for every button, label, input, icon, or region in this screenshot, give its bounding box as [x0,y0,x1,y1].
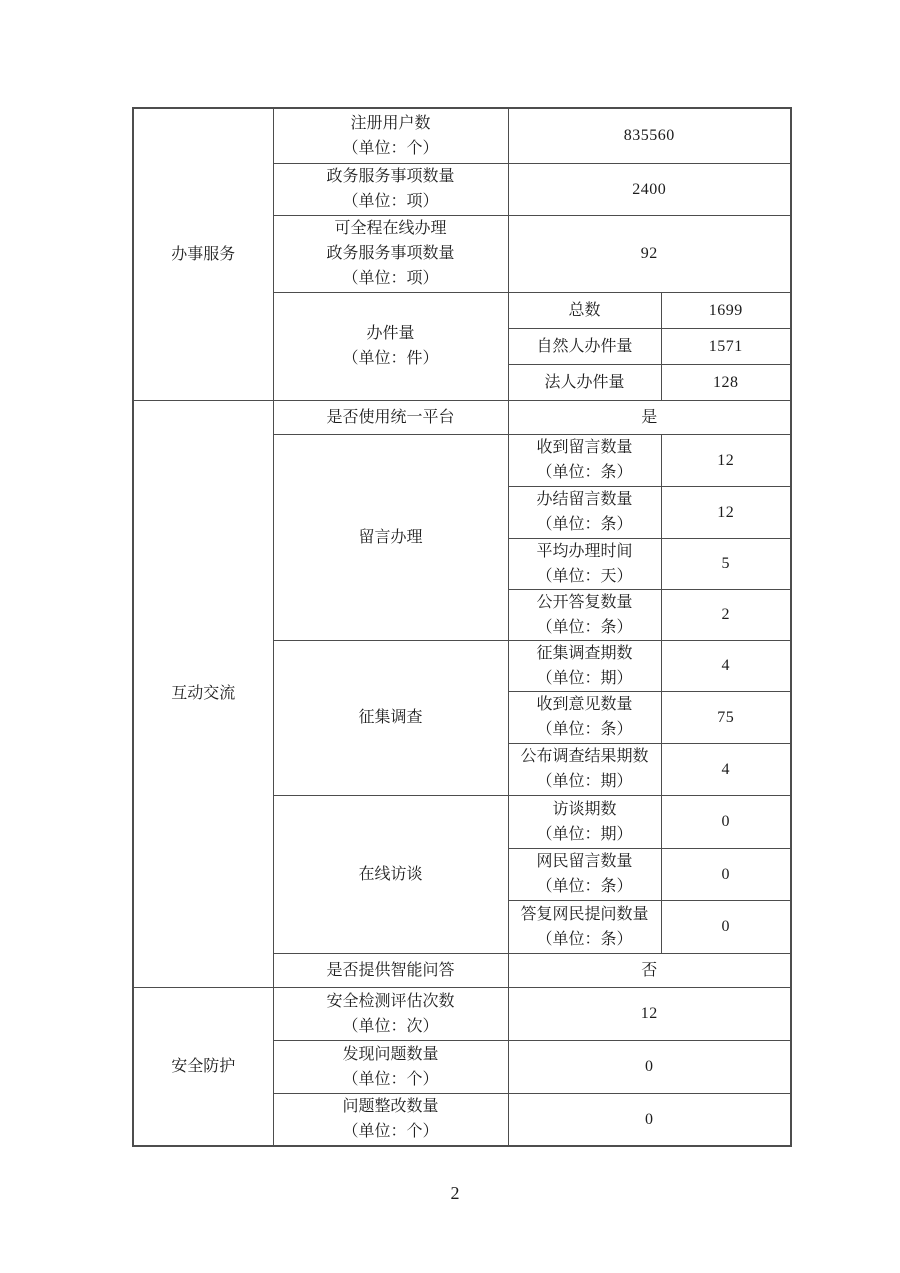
problems-found-unit-text: （单位：个） [342,1070,439,1088]
service-items-unit-text: （单位：项） [342,193,439,210]
cell-security-checks-value: 12 [508,987,791,1040]
problems-rectified-unit-text: （单位：个） [342,1123,439,1141]
cell-security-checks-label [273,987,508,1040]
cell-service-items-label [273,163,508,215]
category-cell-service [133,108,273,400]
cell-problems-rectified-value: 0 [508,1093,791,1146]
survey-opinions-label-text: 收到意见数量 [536,696,633,713]
msg-public-replies-unit-text: （单位：条） [536,618,633,636]
registered-users-unit-text: （单位：个） [342,139,439,157]
msg-avg-time-label-text: 平均办理时间 [536,542,633,560]
security-checks-unit-text: （单位：次） [342,1017,439,1035]
cell-case-natural-value: 1571 [661,328,791,364]
interview-replies-unit-text: （单位：条） [536,930,633,948]
problems-rectified-label-text: 问题整改数量 [342,1098,439,1116]
cell-problems-found-label [273,1040,508,1093]
cell-case-total-value: 1699 [661,292,791,328]
cell-msg-public-replies-value: 2 [661,589,791,640]
cell-interview-periods-label [508,795,661,848]
category-interaction-label: 互动交流 [171,685,236,702]
msg-completed-label-text: 办结留言数量 [536,491,633,508]
table-row [133,400,791,434]
cell-msg-received-label [508,434,661,486]
service-items-label-text: 政务服务事项数量 [326,168,455,185]
cell-msg-received-value: 12 [661,434,791,486]
cell-msg-avg-time-label [508,538,661,589]
category-service-label: 办事服务 [171,245,236,263]
cell-registered-users-value: 835560 [508,108,791,163]
cell-unified-platform-label: 是否使用统一平台 [273,400,508,434]
annual-report-table [132,107,792,1147]
cell-case-legal-value: 128 [661,364,791,400]
case-volume-label-text: 办件量 [366,325,415,342]
cell-service-items-value: 2400 [508,163,791,215]
cell-interview-replies-label [508,900,661,953]
category-security-label: 安全防护 [171,1057,236,1075]
survey-periods-unit-text: （单位：期） [536,669,633,687]
registered-users-label-text: 注册用户数 [350,114,431,132]
cell-registered-users-label [273,108,508,163]
cell-survey-periods-label [508,640,661,691]
cell-problems-found-value: 0 [508,1040,791,1093]
page-number: 2 [450,1183,460,1203]
interview-messages-label-text: 网民留言数量 [536,853,633,870]
interview-replies-label-text: 答复网民提问数量 [520,905,649,923]
survey-periods-label-text: 征集调查期数 [536,644,633,662]
table-row [133,108,791,163]
cell-survey-opinions-label [508,691,661,743]
cell-msg-completed-label [508,486,661,538]
cell-survey-results-label [508,743,661,795]
cell-survey-opinions-value: 75 [661,691,791,743]
cell-msg-avg-time-value: 5 [661,538,791,589]
survey-opinions-unit-text: （单位：条） [536,721,633,738]
cell-case-natural-label: 自然人办件量 [508,328,661,364]
cell-case-volume-label [273,292,508,400]
msg-avg-time-unit-text: （单位：天） [536,567,633,585]
table-row [133,987,791,1040]
cell-smart-qa-label: 是否提供智能问答 [273,953,508,987]
interview-periods-label-text: 访谈期数 [552,800,617,818]
cell-survey-periods-value: 4 [661,640,791,691]
interview-periods-unit-text: （单位：期） [536,825,633,843]
cell-full-online-items-value: 92 [508,215,791,292]
cell-survey-label: 征集调查 [273,640,508,795]
interview-messages-unit-text: （单位：条） [536,878,633,895]
survey-results-label-text: 公布调查结果期数 [520,748,649,765]
cell-interview-label: 在线访谈 [273,795,508,953]
case-volume-unit-text: （单位：件） [342,350,439,367]
cell-survey-results-value: 4 [661,743,791,795]
problems-found-label-text: 发现问题数量 [342,1045,439,1063]
category-cell-security [133,987,273,1146]
cell-case-legal-label: 法人办件量 [508,364,661,400]
msg-received-label-text: 收到留言数量 [536,439,633,456]
cell-message-handling-label: 留言办理 [273,434,508,640]
cell-full-online-items-label [273,215,508,292]
category-cell-interaction [133,400,273,987]
cell-smart-qa-value: 否 [508,953,791,987]
full-online-items-label-line1: 可全程在线办理 [334,220,447,237]
cell-msg-completed-value: 12 [661,486,791,538]
cell-case-total-label: 总数 [508,292,661,328]
cell-unified-platform-value: 是 [508,400,791,434]
full-online-items-unit-text: （单位：项） [342,270,439,287]
cell-interview-messages-value: 0 [661,848,791,900]
cell-interview-periods-value: 0 [661,795,791,848]
cell-msg-public-replies-label [508,589,661,640]
msg-completed-unit-text: （单位：条） [536,516,633,533]
msg-public-replies-label-text: 公开答复数量 [536,593,633,611]
full-online-items-label-line2: 政务服务事项数量 [326,245,455,262]
security-checks-label-text: 安全检测评估次数 [326,992,455,1010]
msg-received-unit-text: （单位：条） [536,464,633,481]
cell-interview-messages-label [508,848,661,900]
survey-results-unit-text: （单位：期） [536,773,633,790]
cell-interview-replies-value: 0 [661,900,791,953]
cell-problems-rectified-label [273,1093,508,1146]
